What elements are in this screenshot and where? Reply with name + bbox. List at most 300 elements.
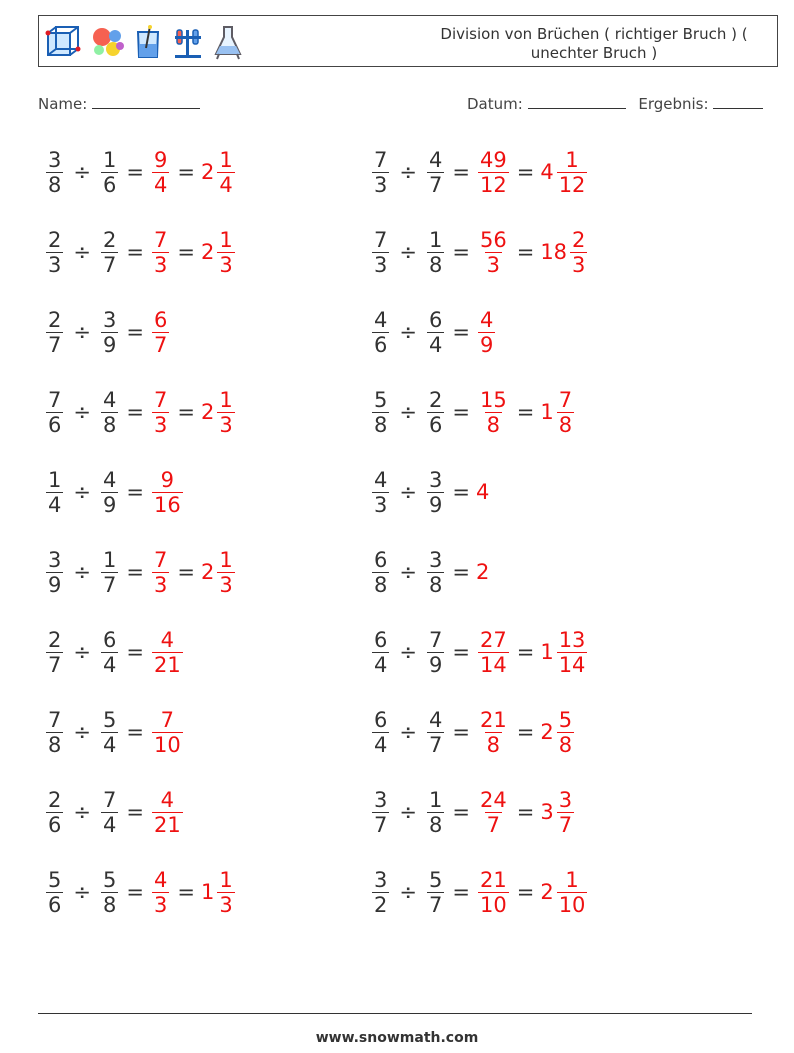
- dividend-fraction-denominator: 6: [48, 812, 62, 837]
- flask-icon: [213, 24, 243, 60]
- dividend-fraction-denominator: 8: [48, 172, 62, 197]
- divisor-fraction-denominator: 7: [428, 892, 443, 917]
- divisor-fraction: [427, 308, 444, 357]
- dividend-fraction: [46, 868, 63, 917]
- mixed-fraction: [557, 788, 574, 837]
- divisor-fraction-denominator: 7: [428, 732, 443, 757]
- problem-item: [44, 222, 237, 282]
- dividend-fraction-numerator: 4: [374, 467, 388, 492]
- mixed-fraction-denominator: 3: [219, 252, 233, 277]
- mixed-whole: 3: [540, 800, 554, 824]
- divisor-fraction-denominator: 4: [102, 652, 117, 677]
- mixed-whole: 1: [540, 640, 554, 664]
- divisor-fraction-numerator: 3: [428, 467, 443, 492]
- problem-item: [370, 222, 589, 282]
- divisor-fraction: [427, 388, 444, 437]
- division-sign: ÷: [399, 720, 417, 744]
- answer-fraction: [478, 228, 509, 277]
- answer-fraction-denominator: 3: [153, 572, 168, 597]
- divisor-fraction-denominator: 8: [428, 572, 443, 597]
- divisor-fraction-denominator: 9: [428, 492, 443, 517]
- division-sign: ÷: [73, 320, 91, 344]
- dividend-fraction-denominator: 7: [48, 652, 62, 677]
- mixed-fraction-numerator: 1: [565, 867, 579, 892]
- answer-fraction-numerator: 4: [479, 307, 494, 332]
- mixed-fraction-numerator: 5: [558, 707, 573, 732]
- mixed-fraction: [557, 708, 574, 757]
- divisor-fraction: [101, 708, 118, 757]
- answer-fraction-numerator: 27: [479, 627, 507, 652]
- mixed-fraction-denominator: 12: [558, 172, 586, 197]
- dividend-fraction: [372, 148, 389, 197]
- divisor-fraction-denominator: 7: [102, 572, 117, 597]
- division-sign: ÷: [73, 240, 91, 264]
- problem-item: [370, 142, 589, 202]
- divisor-fraction: [101, 308, 118, 357]
- footer-divider: [38, 1013, 752, 1014]
- result-label: Ergebnis:: [638, 95, 709, 113]
- problem-item: [370, 542, 489, 602]
- dividend-fraction-numerator: 7: [374, 227, 388, 252]
- mixed-fraction: [217, 868, 234, 917]
- equals-sign: =: [177, 560, 195, 584]
- answer-fraction-denominator: 21: [153, 812, 181, 837]
- divisor-fraction-denominator: 8: [102, 892, 117, 917]
- problem-item: [44, 142, 237, 202]
- answer-fraction-denominator: 16: [153, 492, 181, 517]
- equals-sign: =: [126, 720, 144, 744]
- equals-sign: =: [516, 400, 535, 424]
- dividend-fraction: [46, 388, 63, 437]
- header-icons: [45, 22, 243, 62]
- dividend-fraction-numerator: 6: [374, 707, 388, 732]
- dividend-fraction: [372, 548, 389, 597]
- divisor-fraction-denominator: 4: [428, 332, 443, 357]
- division-sign: ÷: [399, 320, 417, 344]
- dividend-fraction-denominator: 3: [48, 252, 62, 277]
- footer-url: www.snowmath.com: [315, 1030, 479, 1046]
- answer-fraction: [152, 308, 169, 357]
- division-sign: ÷: [399, 480, 417, 504]
- divisor-fraction-denominator: 9: [102, 492, 117, 517]
- dividend-fraction: [372, 388, 389, 437]
- problem-item: [370, 622, 589, 682]
- dividend-fraction: [372, 628, 389, 677]
- equals-sign: =: [452, 240, 470, 264]
- date-blank[interactable]: [528, 94, 626, 109]
- dividend-fraction-numerator: 3: [48, 547, 62, 572]
- worksheet-title: Division von Brüchen ( richtiger Bruch ) ( unechter Bruch ): [440, 25, 748, 62]
- equals-sign: =: [177, 880, 195, 904]
- dividend-fraction-denominator: 4: [374, 732, 388, 757]
- answer-fraction: [152, 388, 169, 437]
- equals-sign: =: [126, 400, 144, 424]
- division-sign: ÷: [73, 400, 91, 424]
- dividend-fraction-numerator: 6: [374, 627, 388, 652]
- mixed-whole: 1: [200, 880, 215, 904]
- name-label: Name:: [38, 95, 88, 113]
- division-sign: ÷: [73, 800, 91, 824]
- result-blank[interactable]: [713, 94, 763, 109]
- mixed-fraction-denominator: 8: [558, 412, 573, 437]
- mixed-fraction-denominator: 4: [219, 172, 233, 197]
- answer-fraction-numerator: 7: [153, 547, 168, 572]
- dividend-fraction: [46, 788, 63, 837]
- answer-fraction-numerator: 21: [479, 867, 507, 892]
- mixed-fraction-numerator: 1: [219, 227, 233, 252]
- division-sign: ÷: [73, 560, 91, 584]
- answer-fraction-denominator: 10: [153, 732, 181, 757]
- equals-sign: =: [516, 640, 535, 664]
- divisor-fraction-numerator: 4: [102, 467, 117, 492]
- mixed-whole: 2: [200, 240, 215, 264]
- dividend-fraction-denominator: 3: [374, 172, 388, 197]
- answer-fraction: [152, 148, 169, 197]
- division-sign: ÷: [399, 880, 417, 904]
- answer-fraction-numerator: 4: [160, 787, 175, 812]
- equals-sign: =: [452, 640, 470, 664]
- divisor-fraction: [101, 148, 118, 197]
- answer-fraction-denominator: 21: [153, 652, 181, 677]
- divisor-fraction-numerator: 5: [102, 707, 117, 732]
- problem-item: [370, 462, 489, 522]
- mixed-whole: 2: [200, 400, 215, 424]
- equals-sign: =: [126, 480, 144, 504]
- dividend-fraction-denominator: 4: [48, 492, 62, 517]
- mixed-fraction-denominator: 3: [219, 572, 233, 597]
- molecule-icon: [89, 24, 125, 60]
- problem-item: [44, 702, 185, 762]
- division-sign: ÷: [73, 640, 91, 664]
- divisor-fraction-numerator: 4: [428, 147, 443, 172]
- answer-fraction-denominator: 3: [486, 252, 501, 277]
- divisor-fraction-numerator: 2: [102, 227, 117, 252]
- dividend-fraction: [46, 148, 63, 197]
- dividend-fraction-numerator: 2: [48, 787, 62, 812]
- equals-sign: =: [452, 480, 470, 504]
- equals-sign: =: [126, 240, 144, 264]
- mixed-whole: 1: [540, 400, 554, 424]
- divisor-fraction-denominator: 4: [102, 732, 117, 757]
- equals-sign: =: [126, 320, 144, 344]
- divisor-fraction: [101, 228, 118, 277]
- mixed-fraction: [557, 628, 588, 677]
- mixed-whole: 2: [200, 560, 215, 584]
- name-field: [38, 94, 200, 113]
- mixed-whole: 2: [540, 880, 554, 904]
- equals-sign: =: [516, 160, 535, 184]
- divisor-fraction-numerator: 2: [428, 387, 443, 412]
- equals-sign: =: [452, 880, 470, 904]
- division-sign: ÷: [399, 400, 417, 424]
- mixed-fraction: [557, 388, 574, 437]
- division-sign: ÷: [73, 160, 91, 184]
- answer-fraction-numerator: 9: [160, 467, 175, 492]
- mixed-fraction: [217, 388, 234, 437]
- dividend-fraction-numerator: 3: [48, 147, 62, 172]
- dividend-fraction: [372, 468, 389, 517]
- divisor-fraction-numerator: 1: [102, 547, 117, 572]
- equals-sign: =: [126, 800, 144, 824]
- answer-fraction-denominator: 8: [486, 732, 501, 757]
- dividend-fraction-denominator: 8: [374, 572, 388, 597]
- problem-item: [370, 862, 589, 922]
- mixed-fraction-numerator: 1: [219, 387, 233, 412]
- answer-fraction-denominator: 4: [153, 172, 168, 197]
- equals-sign: =: [516, 880, 535, 904]
- problem-item: [370, 382, 576, 442]
- divisor-fraction-denominator: 4: [102, 812, 117, 837]
- date-field: [467, 94, 763, 113]
- dividend-fraction-numerator: 6: [374, 547, 388, 572]
- mixed-whole: 18: [540, 240, 568, 264]
- mixed-fraction-numerator: 3: [558, 787, 573, 812]
- division-sign: ÷: [399, 800, 417, 824]
- mixed-fraction-numerator: 1: [219, 867, 233, 892]
- dividend-fraction: [372, 788, 389, 837]
- equals-sign: =: [452, 320, 470, 344]
- answer-fraction-denominator: 3: [153, 892, 168, 917]
- problem-item: [370, 782, 576, 842]
- answer-fraction: [152, 868, 169, 917]
- dividend-fraction: [372, 708, 389, 757]
- divisor-fraction: [427, 868, 444, 917]
- header-box: [38, 15, 778, 67]
- divisor-fraction-numerator: 5: [102, 867, 117, 892]
- answer-fraction: [478, 388, 509, 437]
- answer-fraction-numerator: 21: [479, 707, 507, 732]
- equals-sign: =: [177, 240, 195, 264]
- mixed-fraction: [557, 148, 588, 197]
- dividend-fraction-numerator: 4: [374, 307, 388, 332]
- answer-fraction-denominator: 9: [479, 332, 494, 357]
- beaker-icon: [133, 24, 163, 60]
- division-sign: ÷: [399, 160, 417, 184]
- divisor-fraction-numerator: 1: [428, 787, 443, 812]
- dividend-fraction: [46, 628, 63, 677]
- divisor-fraction: [101, 868, 118, 917]
- equals-sign: =: [126, 880, 144, 904]
- answer-fraction: [478, 308, 495, 357]
- equals-sign: =: [177, 160, 195, 184]
- mixed-fraction-numerator: 2: [572, 227, 586, 252]
- answer-whole: 4: [475, 480, 490, 504]
- divisor-fraction-denominator: 6: [102, 172, 117, 197]
- divisor-fraction: [427, 548, 444, 597]
- answer-fraction: [152, 228, 169, 277]
- cube-icon: [45, 24, 81, 60]
- answer-fraction: [478, 628, 509, 677]
- dividend-fraction-numerator: 7: [48, 387, 62, 412]
- mixed-whole: 4: [540, 160, 554, 184]
- problem-item: [370, 702, 576, 762]
- divisor-fraction: [101, 548, 118, 597]
- answer-fraction-numerator: 49: [479, 147, 507, 172]
- dividend-fraction: [46, 308, 63, 357]
- divisor-fraction-denominator: 9: [102, 332, 117, 357]
- mixed-fraction-denominator: 8: [558, 732, 573, 757]
- problem-item: [44, 302, 171, 362]
- mixed-fraction-numerator: 1: [219, 147, 233, 172]
- answer-fraction: [478, 708, 509, 757]
- answer-fraction: [152, 628, 183, 677]
- test-tubes-icon: [171, 24, 205, 60]
- problem-item: [44, 382, 237, 442]
- mixed-fraction-numerator: 7: [558, 387, 573, 412]
- answer-fraction: [478, 788, 509, 837]
- answer-fraction-numerator: 24: [479, 787, 507, 812]
- divisor-fraction: [427, 708, 444, 757]
- divisor-fraction-numerator: 1: [428, 227, 443, 252]
- equals-sign: =: [452, 800, 470, 824]
- divisor-fraction-denominator: 6: [428, 412, 443, 437]
- dividend-fraction-numerator: 7: [374, 147, 388, 172]
- equals-sign: =: [516, 240, 535, 264]
- dividend-fraction-denominator: 3: [374, 252, 388, 277]
- divisor-fraction-denominator: 8: [428, 252, 443, 277]
- dividend-fraction-denominator: 7: [374, 812, 388, 837]
- answer-fraction-denominator: 14: [479, 652, 507, 677]
- divisor-fraction-denominator: 7: [102, 252, 117, 277]
- answer-fraction-denominator: 12: [479, 172, 507, 197]
- dividend-fraction-denominator: 7: [48, 332, 62, 357]
- dividend-fraction-numerator: 2: [48, 307, 62, 332]
- division-sign: ÷: [399, 560, 417, 584]
- dividend-fraction: [46, 468, 63, 517]
- dividend-fraction-denominator: 4: [374, 652, 388, 677]
- divisor-fraction: [101, 788, 118, 837]
- mixed-fraction-denominator: 14: [558, 652, 586, 677]
- dividend-fraction: [372, 308, 389, 357]
- mixed-fraction: [217, 548, 234, 597]
- equals-sign: =: [126, 640, 144, 664]
- mixed-fraction-denominator: 3: [219, 412, 233, 437]
- dividend-fraction: [372, 868, 389, 917]
- answer-fraction-numerator: 7: [160, 707, 175, 732]
- mixed-fraction-denominator: 3: [572, 252, 586, 277]
- divisor-fraction-numerator: 3: [428, 547, 443, 572]
- answer-fraction: [152, 708, 183, 757]
- problem-item: [44, 862, 237, 922]
- dividend-fraction-denominator: 2: [374, 892, 388, 917]
- problem-item: [44, 542, 237, 602]
- equals-sign: =: [126, 160, 144, 184]
- problem-item: [44, 462, 185, 522]
- dividend-fraction-numerator: 1: [48, 467, 62, 492]
- divisor-fraction-numerator: 3: [102, 307, 117, 332]
- mixed-fraction-denominator: 10: [558, 892, 586, 917]
- divisor-fraction: [101, 628, 118, 677]
- mixed-fraction-numerator: 1: [565, 147, 579, 172]
- dividend-fraction: [372, 228, 389, 277]
- dividend-fraction: [46, 708, 63, 757]
- mixed-fraction-numerator: 1: [219, 547, 233, 572]
- divisor-fraction-denominator: 9: [428, 652, 443, 677]
- mixed-whole: 2: [540, 720, 554, 744]
- answer-fraction: [478, 868, 509, 917]
- divisor-fraction-numerator: 7: [102, 787, 117, 812]
- divisor-fraction: [427, 148, 444, 197]
- answer-fraction-denominator: 8: [486, 412, 501, 437]
- answer-fraction-denominator: 7: [153, 332, 168, 357]
- equals-sign: =: [452, 400, 470, 424]
- answer-fraction-numerator: 4: [160, 627, 175, 652]
- dividend-fraction-denominator: 6: [374, 332, 388, 357]
- answer-fraction: [152, 468, 183, 517]
- answer-fraction-denominator: 3: [153, 252, 168, 277]
- equals-sign: =: [452, 560, 470, 584]
- dividend-fraction-numerator: 3: [374, 867, 388, 892]
- answer-fraction-denominator: 10: [479, 892, 507, 917]
- date-label: Datum:: [467, 95, 523, 113]
- dividend-fraction-denominator: 6: [48, 412, 62, 437]
- equals-sign: =: [516, 720, 535, 744]
- dividend-fraction-denominator: 8: [48, 732, 62, 757]
- dividend-fraction: [46, 228, 63, 277]
- mixed-fraction-denominator: 7: [558, 812, 573, 837]
- divisor-fraction-numerator: 6: [102, 627, 117, 652]
- divisor-fraction-numerator: 7: [428, 627, 443, 652]
- divisor-fraction-denominator: 8: [102, 412, 117, 437]
- divisor-fraction-numerator: 5: [428, 867, 443, 892]
- equals-sign: =: [126, 560, 144, 584]
- answer-fraction-numerator: 7: [153, 387, 168, 412]
- answer-fraction-numerator: 6: [153, 307, 168, 332]
- dividend-fraction-numerator: 2: [48, 227, 62, 252]
- answer-fraction: [152, 788, 183, 837]
- answer-fraction-numerator: 7: [153, 227, 168, 252]
- divisor-fraction-numerator: 4: [102, 387, 117, 412]
- divisor-fraction-numerator: 4: [428, 707, 443, 732]
- dividend-fraction-numerator: 7: [48, 707, 62, 732]
- divisor-fraction-numerator: 1: [102, 147, 117, 172]
- dividend-fraction-denominator: 6: [48, 892, 62, 917]
- answer-fraction: [478, 148, 509, 197]
- answer-fraction-denominator: 3: [153, 412, 168, 437]
- division-sign: ÷: [73, 720, 91, 744]
- dividend-fraction-numerator: 2: [48, 627, 62, 652]
- division-sign: ÷: [399, 240, 417, 264]
- divisor-fraction: [101, 468, 118, 517]
- name-blank[interactable]: [92, 94, 200, 109]
- divisor-fraction: [101, 388, 118, 437]
- answer-fraction-numerator: 15: [479, 387, 507, 412]
- answer-fraction-denominator: 7: [486, 812, 501, 837]
- mixed-fraction-numerator: 13: [558, 627, 586, 652]
- equals-sign: =: [177, 400, 195, 424]
- dividend-fraction-denominator: 3: [374, 492, 388, 517]
- equals-sign: =: [452, 720, 470, 744]
- problem-item: [370, 302, 497, 362]
- mixed-whole: 2: [200, 160, 215, 184]
- divisor-fraction: [427, 788, 444, 837]
- divisor-fraction: [427, 468, 444, 517]
- dividend-fraction-numerator: 3: [374, 787, 388, 812]
- division-sign: ÷: [73, 880, 91, 904]
- division-sign: ÷: [73, 480, 91, 504]
- mixed-fraction-denominator: 3: [219, 892, 233, 917]
- answer-fraction: [152, 548, 169, 597]
- problem-item: [44, 622, 185, 682]
- dividend-fraction-numerator: 5: [48, 867, 62, 892]
- divisor-fraction-denominator: 8: [428, 812, 443, 837]
- divisor-fraction-denominator: 7: [428, 172, 443, 197]
- divisor-fraction: [427, 228, 444, 277]
- dividend-fraction-numerator: 5: [374, 387, 388, 412]
- divisor-fraction: [427, 628, 444, 677]
- answer-fraction-numerator: 9: [153, 147, 168, 172]
- dividend-fraction: [46, 548, 63, 597]
